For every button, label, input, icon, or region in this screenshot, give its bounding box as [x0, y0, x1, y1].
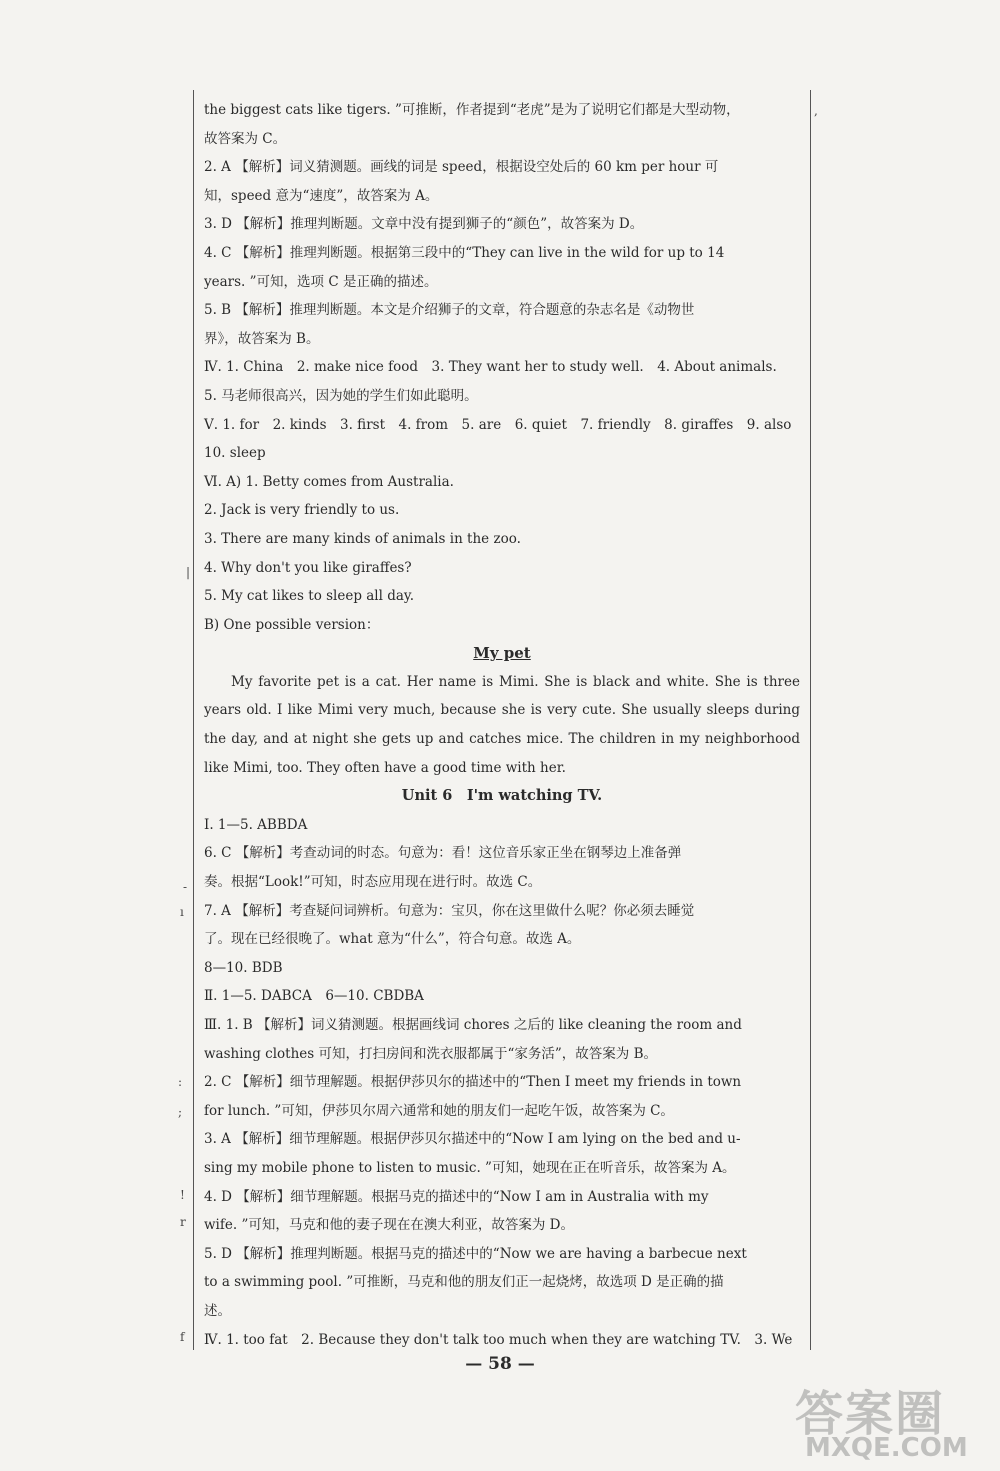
- answer-line: years. ”可知，选项 C 是正确的描述。: [204, 273, 438, 290]
- answer-line: Ⅲ. 1. B 【解析】词义猜测题。根据画线词 chores 之后的 like cleaning the room and: [204, 1017, 742, 1033]
- answer-line: the biggest cats like tigers. ”可推断，作者提到“老虎”是为了说明它们都是大型动物，: [204, 102, 740, 118]
- answer-line: 2. Jack is very friendly to us.: [204, 502, 400, 519]
- margin-mark: -: [183, 880, 188, 894]
- answer-line: 3. There are many kinds of animals in the zoo.: [204, 530, 521, 547]
- answer-line: 8—10. BDB: [204, 959, 283, 976]
- margin-mark: ;: [178, 1105, 183, 1119]
- answer-line: for lunch. ”可知，伊莎贝尔周六通常和她的朋友们一起吃午饭，故答案为 C。: [204, 1102, 674, 1119]
- answer-line: 5. B 【解析】推理判断题。本文是介绍狮子的文章，符合题意的杂志名是《动物世: [204, 302, 695, 319]
- answer-line: 4. Why don't you like giraffes?: [204, 559, 412, 576]
- watermark-url: MXQE.COM: [805, 1433, 968, 1463]
- margin-mark: :: [178, 1075, 183, 1089]
- margin-mark: f: [180, 1330, 185, 1344]
- essay-body: My favorite pet is a cat. Her name is Mimi. She is black and white. She is three years old. I like Mimi very much, because she is very cute. She usually sleeps during the day, and at night she gets up and catches mice. The children in my neighborhood like Mimi, too. They often have a good time with her.: [204, 673, 800, 776]
- margin-mark: !: [180, 1188, 185, 1202]
- answer-line: 界》，故答案为 B。: [204, 330, 320, 347]
- watermark-logo: [795, 1375, 995, 1470]
- answer-line: 故答案为 C。: [204, 130, 287, 147]
- answer-line: 3. A 【解析】细节理解题。根据伊莎贝尔描述中的“Now I am lying on the bed and u-: [204, 1131, 741, 1148]
- answers-unit5: [204, 96, 800, 639]
- answer-line: B) One possible version：: [204, 616, 380, 633]
- margin-mark: |: [186, 565, 191, 579]
- answer-line: Ⅳ. 1. China 2. make nice food 3. They want her to study well. 4. About animals.: [204, 359, 777, 376]
- answer-line: 2. A 【解析】词义猜测题。画线的词是 speed，根据设空处后的 60 km per hour 可: [204, 159, 719, 176]
- answer-line: 3. D 【解析】推理判断题。文章中没有提到狮子的“颜色”，故答案为 D。: [204, 216, 644, 233]
- answers-unit6: [204, 811, 800, 1354]
- answer-line: 5. 马老师很高兴，因为她的学生们如此聪明。: [204, 387, 478, 404]
- answer-line: sing my mobile phone to listen to music. ”可知，她现在正在听音乐，故答案为 A。: [204, 1159, 736, 1176]
- answer-line: Ⅵ. A) 1. Betty comes from Australia.: [204, 473, 454, 490]
- answer-line: 4. D 【解析】细节理解题。根据马克的描述中的“Now I am in Australia with my: [204, 1188, 709, 1205]
- margin-mark: ,: [814, 104, 818, 118]
- answer-line: 4. C 【解析】推理判断题。根据第三段中的“They can live in the wild for up to 14: [204, 244, 725, 261]
- answer-line: Ⅱ. 1—5. DABCA 6—10. CBDBA: [204, 988, 424, 1005]
- answer-line: 2. C 【解析】细节理解题。根据伊莎贝尔的描述中的“Then I meet my friends in town: [204, 1074, 742, 1091]
- answer-line: 了。现在已经很晚了。what 意为“什么”，符合句意。故选 A。: [204, 931, 581, 948]
- margin-mark: ı: [180, 905, 184, 919]
- answer-line: Ⅳ. 1. too fat 2. Because they don't talk too much when they are watching TV. 3. We: [204, 1331, 793, 1348]
- essay-title: My pet: [473, 644, 531, 663]
- answer-line: washing clothes 可知，打扫房间和洗衣服都属于“家务活”，故答案为 B。: [204, 1045, 658, 1062]
- answer-line: 5. My cat likes to sleep all day.: [204, 588, 415, 605]
- page-number: — 58 —: [465, 1354, 535, 1374]
- margin-mark: r: [180, 1215, 186, 1229]
- answer-line: 6. C 【解析】考查动词的时态。句意为：看！这位音乐家正坐在钢琴边上准备弹: [204, 845, 682, 862]
- answer-line: 奏。根据“Look!”可知，时态应用现在进行时。故选 C。: [204, 874, 542, 891]
- watermark-text: 答案圈: [795, 1386, 946, 1442]
- answer-content: [204, 96, 800, 1354]
- answer-line: 7. A 【解析】考查疑问词辨析。句意为：宝贝，你在这里做什么呢？你必须去睡觉: [204, 902, 695, 919]
- answer-line: 述。: [204, 1302, 231, 1319]
- unit-title: Unit 6 I'm watching TV.: [401, 787, 603, 805]
- answer-line: 5. D 【解析】推理判断题。根据马克的描述中的“Now we are having a barbecue next: [204, 1245, 747, 1262]
- answer-line: to a swimming pool. ”可推断，马克和他的朋友们正一起烧烤，故选项 D 是正确的描: [204, 1274, 724, 1291]
- answer-line: wife. ”可知，马克和他的妻子现在在澳大利亚，故答案为 D。: [204, 1217, 574, 1234]
- answer-line: Ⅴ. 1. for 2. kinds 3. first 4. from 5. are 6. quiet 7. friendly 8. giraffes 9. also: [204, 416, 792, 433]
- answer-line: Ⅰ. 1—5. ABBDA: [204, 816, 308, 833]
- answer-line: 10. sleep: [204, 445, 266, 462]
- answer-line: 知，speed 意为“速度”，故答案为 A。: [204, 187, 439, 204]
